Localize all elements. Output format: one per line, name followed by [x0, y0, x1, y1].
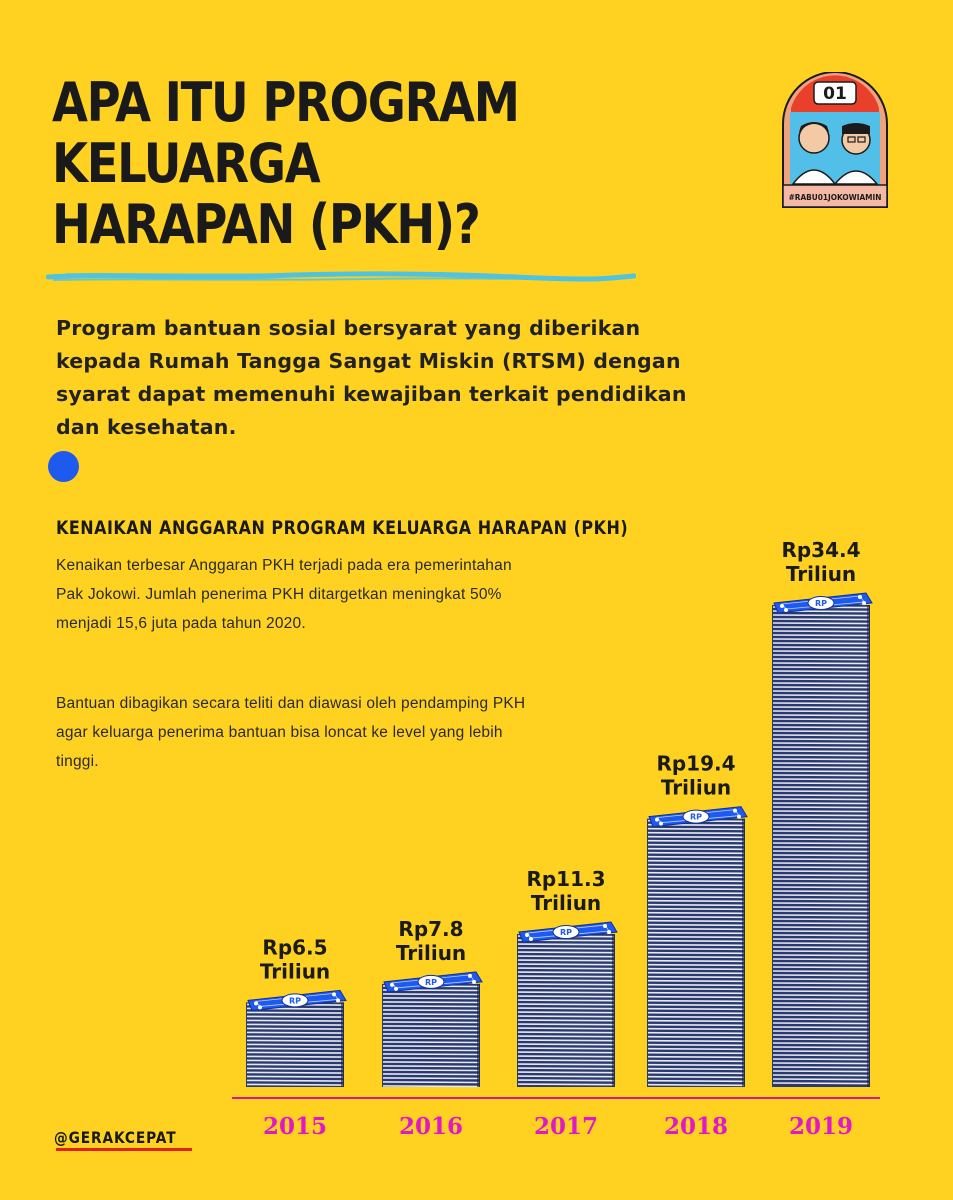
data-label-unit: Triliun: [259, 959, 331, 984]
bar-2018: [647, 807, 747, 1087]
data-label-amount: Rp34.4: [781, 538, 861, 562]
description-paragraph-1: Kenaikan terbesar Anggaran PKH terjadi pada era pemerintahan Pak Jokowi. Jumlah penerima PKH ditargetkan meningkat 50% menjadi 15,6 juta pada tahun 2020.: [56, 557, 512, 632]
title-line-1: APA ITU PROGRAM: [52, 71, 519, 134]
badge-number: 01: [823, 84, 847, 104]
data-label-amount: Rp7.8: [398, 916, 464, 941]
banknote-stack-icon: [247, 1004, 343, 1085]
data-label-unit: Triliun: [785, 562, 857, 586]
x-tick-label: 2017: [533, 1113, 599, 1140]
intro-text: Program bantuan sosial bersyarat yang diberikan kepada Rumah Tangga Sangat Miskin (RTSM) dengan syarat dapat memenuhi kewajiban terkait pendidikan dan kesehatan.: [56, 316, 687, 439]
bar-2015: [246, 990, 346, 1087]
rp-seal-text: RP: [814, 599, 828, 608]
chart-heading: KENAIKAN ANGGARAN PROGRAM KELUARGA HARAPAN (PKH): [56, 517, 629, 539]
rp-seal-text: RP: [559, 928, 573, 938]
data-label-unit: Triliun: [395, 940, 467, 965]
x-tick-label: 2015: [262, 1113, 328, 1140]
rp-seal-icon: [553, 926, 579, 939]
rp-seal-icon: [282, 994, 308, 1007]
data-label-amount: Rp6.5: [262, 935, 328, 960]
rp-seal-icon: [808, 597, 834, 610]
bar-2019: [772, 593, 872, 1087]
footer-handle: @GERAKCEPAT: [54, 1128, 177, 1147]
x-tick-label: 2016: [398, 1113, 464, 1140]
rp-seal-text: RP: [288, 996, 302, 1006]
rp-seal-text: RP: [424, 977, 438, 987]
x-tick-label: 2019: [788, 1113, 854, 1140]
bar-2017: [517, 922, 617, 1087]
rp-seal-icon: [683, 810, 709, 823]
data-label-unit: Triliun: [530, 891, 602, 916]
rp-seal-icon: [418, 975, 444, 988]
title-line-2: KELUARGA: [52, 132, 320, 195]
bar-stack-body: [382, 984, 480, 1087]
x-tick-label: 2018: [663, 1113, 729, 1140]
footer-underline: [56, 1148, 192, 1151]
rp-seal-text: RP: [689, 812, 703, 822]
data-label-amount: Rp19.4: [656, 751, 736, 776]
data-label-amount: Rp11.3: [526, 867, 606, 892]
bar-2016: [382, 972, 482, 1087]
data-label-unit: Triliun: [660, 775, 732, 800]
description-paragraph-2: Bantuan dibagikan secara teliti dan diawasi oleh pendamping PKH agar keluarga penerima bantuan bisa loncat ke level yang lebih tinggi.: [56, 695, 526, 770]
badge-hashtag: #RABU01JOKOWIAMIN: [788, 192, 882, 202]
title-line-3: HARAPAN (PKH)?: [52, 193, 480, 256]
